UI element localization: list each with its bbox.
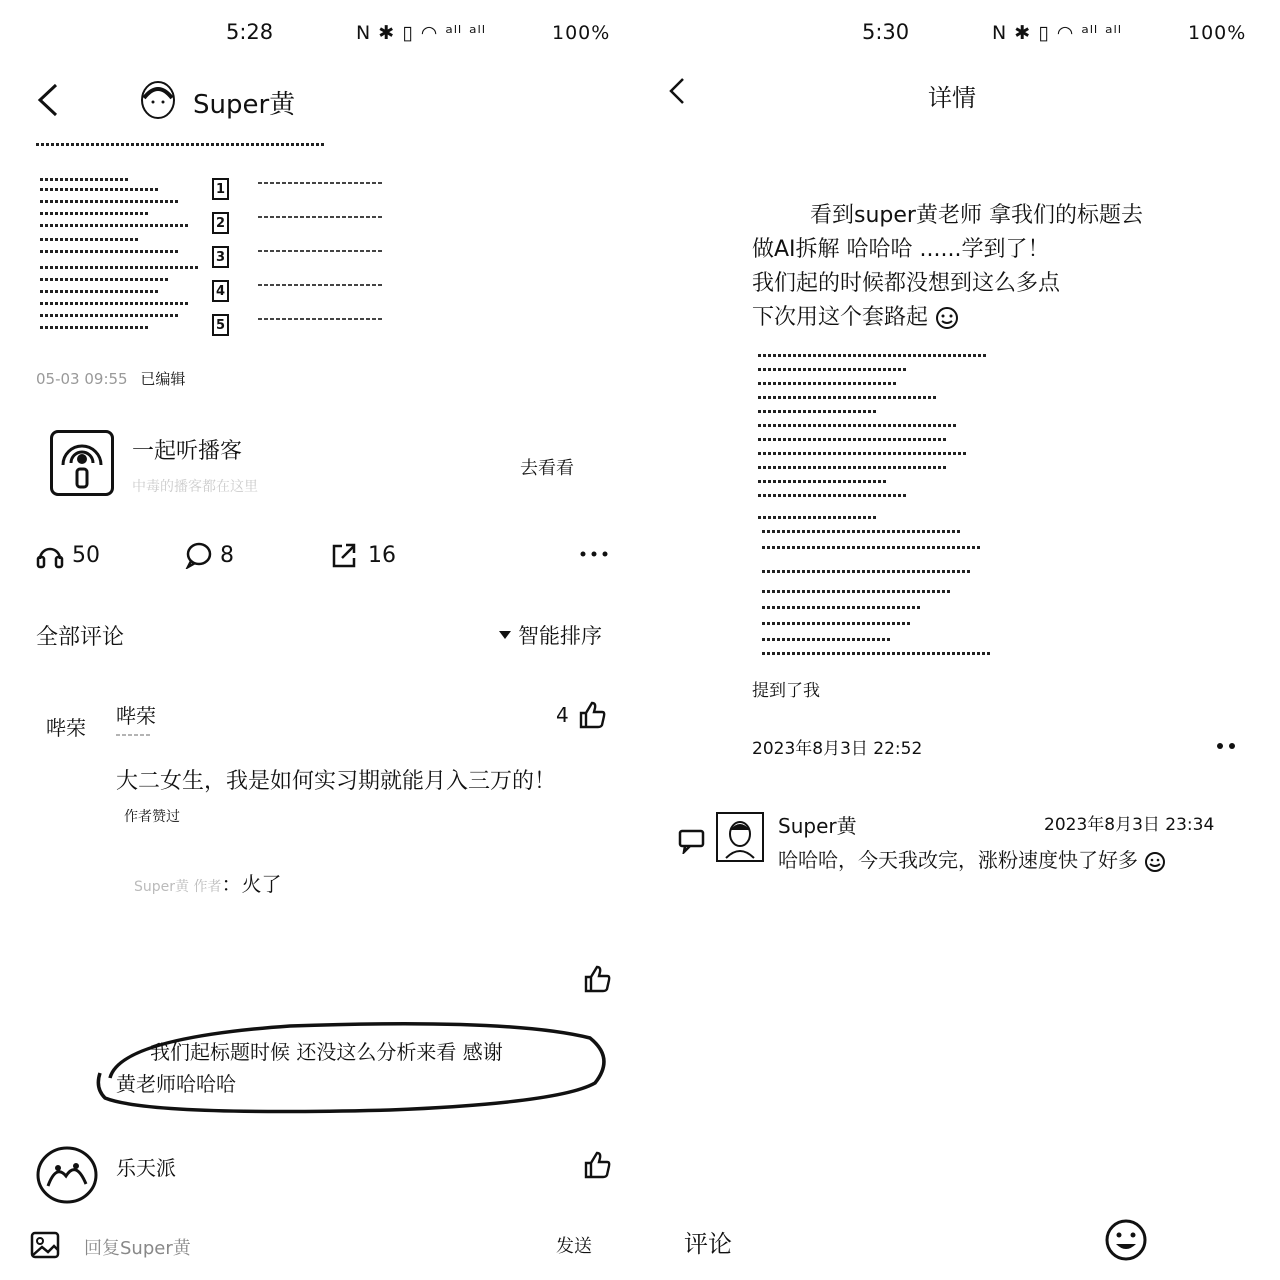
- cut-text-line: [36, 136, 336, 150]
- page-title: 详情: [928, 84, 976, 112]
- back-button[interactable]: [34, 82, 62, 118]
- comment-text: 大二女生，我是如何实习期就能月入三万的！: [116, 769, 557, 794]
- image-button[interactable]: [30, 1230, 62, 1260]
- emoji-button[interactable]: [1104, 1218, 1148, 1262]
- post-image[interactable]: [758, 350, 998, 660]
- comment3-like-button[interactable]: [582, 1150, 612, 1180]
- back-button[interactable]: [666, 76, 688, 106]
- reply-text: 哈哈哈，今天我改完，涨粉速度快了好多: [778, 848, 1138, 872]
- all-comments-label: 全部评论: [36, 625, 125, 650]
- listens-count: 50: [72, 542, 100, 568]
- post-line-4: [752, 300, 959, 331]
- post-line-4-text: 下次用这个套路起: [752, 305, 929, 330]
- emoji-icon: [1144, 851, 1166, 873]
- mention-label[interactable]: 提到了我: [752, 681, 820, 701]
- more-icon: [578, 540, 610, 568]
- post-image: 1 2 3 4 5: [36, 168, 386, 340]
- comment2-text-line2: 黄老师哈哈哈: [116, 1072, 236, 1096]
- reply-text-row: [778, 844, 1166, 873]
- status-time: 5:28: [226, 20, 274, 44]
- emoji-icon: [935, 306, 959, 330]
- more-button[interactable]: [578, 540, 610, 568]
- podcast-title: 一起听播客: [132, 439, 243, 464]
- podcast-card[interactable]: [36, 424, 616, 504]
- post-line-3: 我们起的时候都没想到这么多点: [752, 271, 1061, 296]
- author-liked-label: 作者赞过: [124, 809, 180, 825]
- reply-date: 2023年8月3日 23:34: [1044, 815, 1215, 835]
- podcast-icon: [50, 430, 114, 496]
- sort-dropdown[interactable]: [498, 620, 602, 650]
- shares-stat[interactable]: [330, 540, 396, 570]
- post-line-1: 看到super黄老师 拿我们的标题去: [810, 203, 1143, 228]
- reply-author[interactable]: Super黄: [778, 814, 857, 838]
- reply-comment-icon-button[interactable]: [678, 828, 706, 854]
- comment-icon: [184, 541, 212, 569]
- status-icons: N ✱ ▯ ◠ ᵃˡˡ ᵃˡˡ: [992, 22, 1122, 44]
- thumbs-up-icon: [582, 964, 612, 994]
- shares-count: 16: [368, 542, 396, 568]
- post-line-2: 做AI拆解 哈哈哈 ......学到了！: [752, 237, 1050, 262]
- battery-percent: 100%: [552, 22, 611, 44]
- sort-label: 智能排序: [518, 624, 602, 648]
- comment3-username[interactable]: 乐天派: [116, 1156, 176, 1180]
- thumbs-up-icon: [577, 700, 607, 730]
- headphones-icon: [36, 541, 64, 569]
- page-title: Super黄: [193, 90, 296, 120]
- comment2-text-line1: 我们起标题时候 还没这么分析来看 感谢: [150, 1040, 503, 1064]
- comment3-avatar[interactable]: [36, 1146, 98, 1204]
- caret-down-icon: [498, 628, 512, 642]
- reply-text: ：火了: [221, 872, 282, 896]
- more-button[interactable]: [1214, 738, 1238, 754]
- battery-percent: 100%: [1188, 22, 1247, 44]
- more-icon: [1214, 738, 1238, 754]
- post-meta: [36, 368, 185, 389]
- edited-label: 已编辑: [140, 370, 186, 388]
- comment-like-button[interactable]: [556, 700, 607, 730]
- comment-input[interactable]: 评论: [684, 1230, 732, 1258]
- comment2-like-button[interactable]: [582, 964, 612, 994]
- reply-prefix: Super黄 作者: [134, 879, 222, 895]
- comment-like-count: 4: [556, 703, 569, 727]
- comment-username[interactable]: 哔荣: [116, 704, 156, 728]
- comments-count: 8: [220, 542, 234, 568]
- listens-stat[interactable]: [36, 540, 100, 570]
- post-time: 05-03 09:55: [36, 370, 128, 388]
- share-icon: [330, 541, 358, 569]
- status-time: 5:30: [862, 20, 910, 44]
- status-icons: N ✱ ▯ ◠ ᵃˡˡ ᵃˡˡ: [356, 22, 486, 44]
- send-button[interactable]: 发送: [556, 1236, 592, 1257]
- smiley-icon: [1104, 1218, 1148, 1262]
- author-reply[interactable]: [134, 868, 281, 897]
- go-see-button[interactable]: 去看看: [520, 458, 574, 479]
- podcast-subtitle: 中毒的播客都在这里: [132, 479, 258, 495]
- right-screen: [640, 0, 1280, 1280]
- reply-input[interactable]: 回复Super黄: [84, 1238, 191, 1259]
- comment-icon: [678, 828, 706, 854]
- comments-stat[interactable]: [184, 540, 234, 570]
- post-date: 2023年8月3日 22:52: [752, 739, 923, 759]
- thumbs-up-icon: [582, 1150, 612, 1180]
- avatar[interactable]: [138, 80, 178, 124]
- reply-avatar[interactable]: [716, 812, 764, 862]
- comment-avatar-text[interactable]: 哔荣: [46, 716, 86, 740]
- image-icon: [30, 1230, 62, 1260]
- comment-meta-faded: [116, 734, 156, 736]
